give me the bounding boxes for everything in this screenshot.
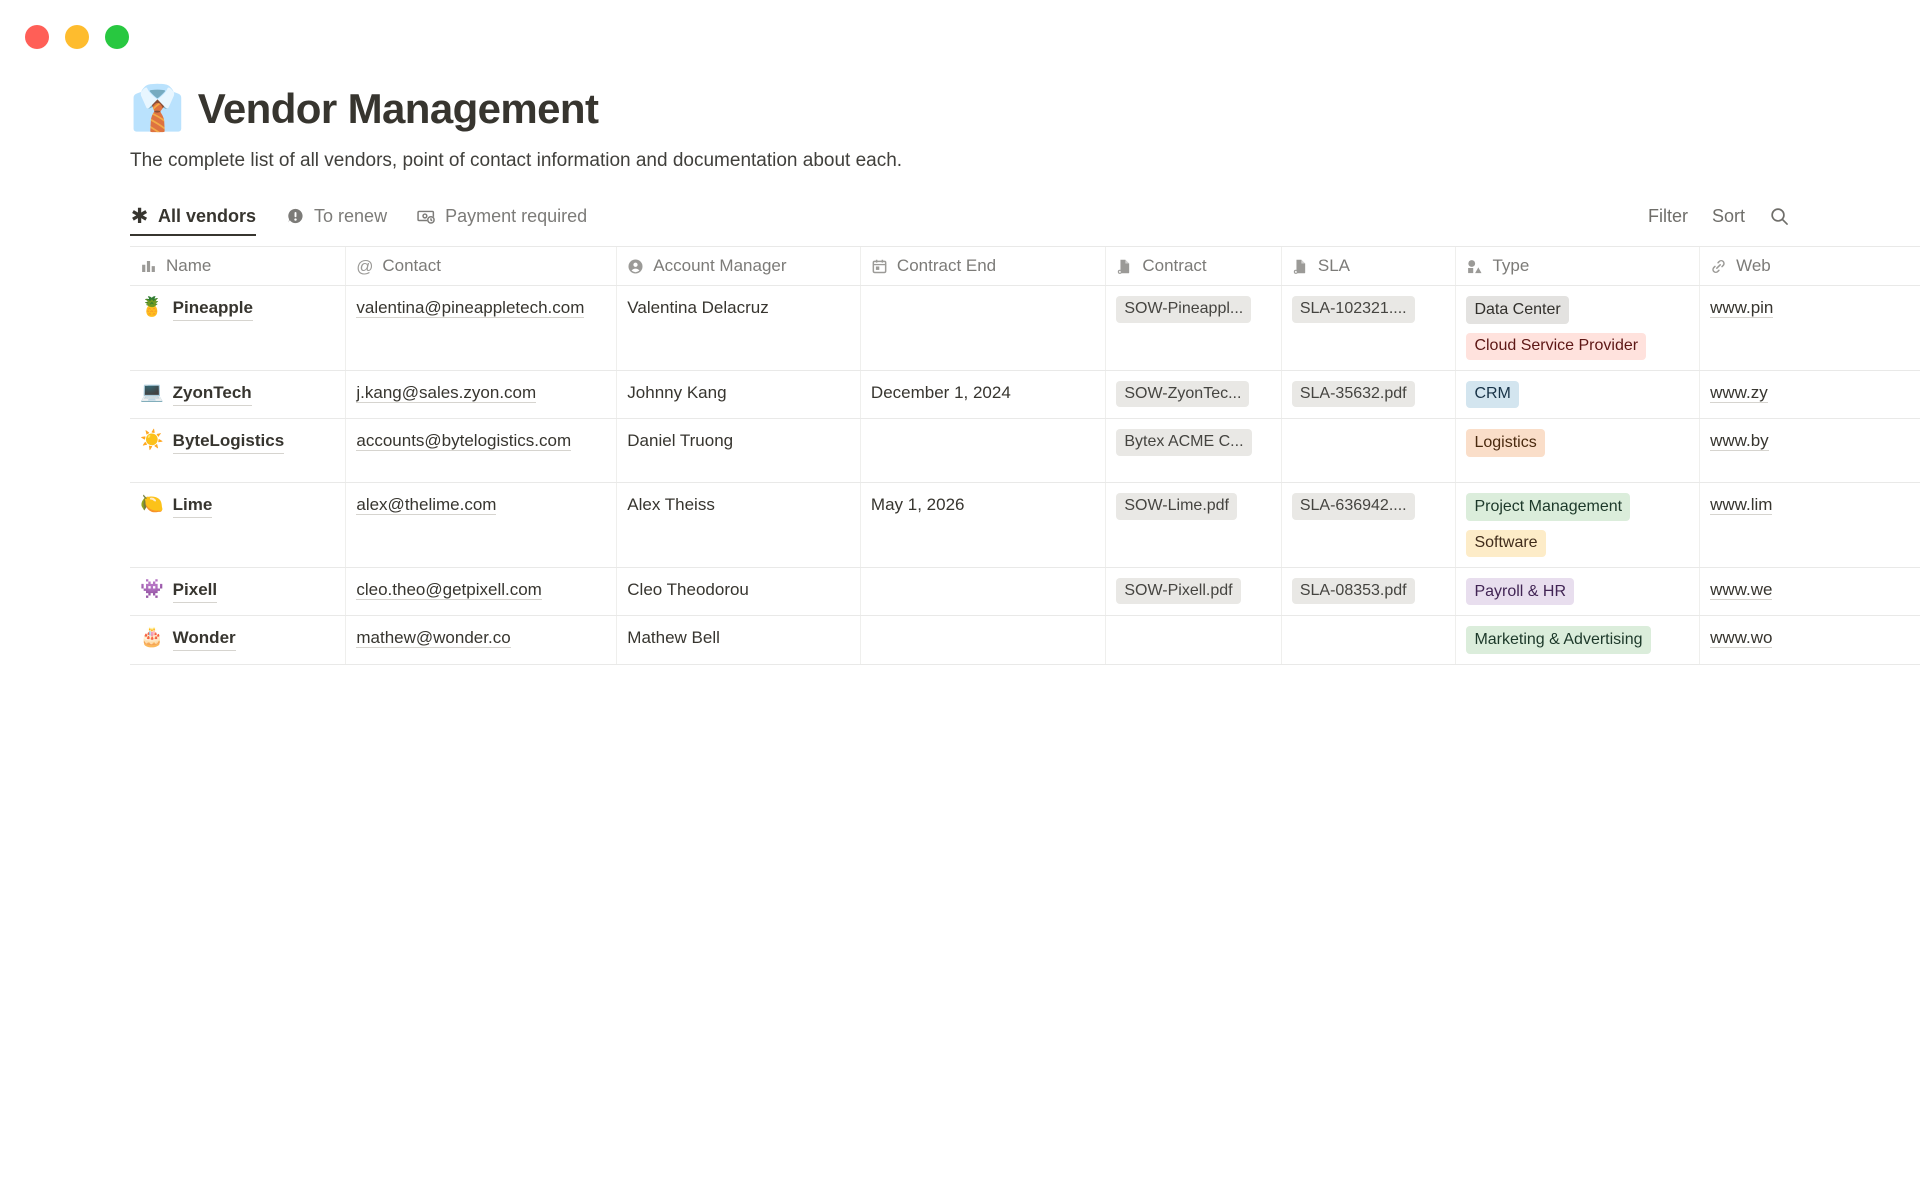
type-tag[interactable]: Logistics (1466, 429, 1544, 456)
column-header-contact[interactable] (346, 247, 617, 285)
contract-file-cell (1106, 483, 1281, 567)
column-label: Account Manager (653, 256, 787, 276)
column-header-sla[interactable] (1282, 247, 1457, 285)
name-cell (130, 371, 346, 418)
contract-file-cell (1106, 286, 1281, 370)
contact-email-link[interactable]: j.kang@sales.zyon.com (356, 382, 537, 402)
type-tag[interactable]: CRM (1466, 381, 1518, 408)
at-icon: @ (356, 256, 374, 276)
view-tabs-row (130, 206, 1920, 236)
sla-file-cell (1282, 568, 1457, 615)
contract-end-date: December 1, 2024 (870, 382, 1011, 402)
vendor-name-wrap (140, 381, 335, 406)
shapes-icon (1466, 258, 1483, 275)
type-tags-cell (1456, 286, 1700, 370)
type-tags-cell (1456, 371, 1700, 418)
column-header-contract[interactable] (1106, 247, 1281, 285)
vendor-page-link[interactable]: Pixell (173, 578, 217, 603)
column-header-name[interactable] (130, 247, 346, 285)
contract-end-date: May 1, 2026 (870, 495, 965, 515)
contact-email-link[interactable]: mathew@wonder.co (356, 628, 511, 648)
vendor-name-wrap (140, 626, 335, 651)
column-label: Web (1736, 256, 1771, 276)
table-row-pineapple (130, 286, 1920, 371)
file-icon (1292, 258, 1309, 275)
column-label: SLA (1317, 256, 1350, 276)
close-window-button[interactable] (25, 25, 49, 49)
tab-label: All vendors (158, 206, 257, 227)
contract-file-chip[interactable]: Bytex ACME C... (1116, 429, 1251, 455)
account-manager-name: Cleo Theodorou (627, 580, 749, 600)
contract-file-chip[interactable]: SOW-Pineappl... (1116, 296, 1251, 322)
tab-label: Payment required (445, 206, 588, 227)
vendors-table (130, 246, 1920, 665)
account-manager-cell (617, 371, 861, 418)
contract-end-cell (861, 371, 1106, 418)
person-icon (627, 258, 644, 275)
contact-cell (346, 371, 617, 418)
contact-cell (346, 286, 617, 370)
website-link[interactable]: www.zy (1710, 382, 1768, 402)
account-manager-cell (617, 483, 861, 567)
vendor-name-wrap (140, 578, 335, 603)
sla-file-cell (1282, 286, 1457, 370)
account-manager-name: Daniel Truong (627, 431, 734, 451)
account-manager-name: Alex Theiss (627, 495, 715, 515)
column-label: Name (166, 256, 212, 276)
contact-email-link[interactable]: valentina@pineappletech.com (356, 298, 585, 318)
web-cell (1700, 286, 1920, 370)
page-description: The complete list of all vendors, point of contact information and documentation about each. (130, 150, 903, 172)
type-tags-cell (1456, 568, 1700, 615)
web-cell (1700, 483, 1920, 567)
contact-cell (346, 616, 617, 663)
contact-email-link[interactable]: accounts@bytelogistics.com (356, 431, 572, 451)
sla-file-chip[interactable]: SLA-08353.pdf (1292, 578, 1415, 604)
column-label: Contract End (896, 256, 997, 276)
banknote-clock-icon (417, 207, 436, 226)
table-row-lime (130, 483, 1920, 568)
column-label: Contract (1142, 256, 1207, 276)
minimize-window-button[interactable] (65, 25, 89, 49)
maximize-window-button[interactable] (105, 25, 129, 49)
tab-label: To renew (314, 206, 388, 227)
account-manager-name: Valentina Delacruz (627, 298, 769, 318)
vendor-page-icon: 🍍 (140, 297, 164, 319)
web-cell (1700, 568, 1920, 615)
type-tags-cell (1456, 616, 1700, 663)
tab-payment-required[interactable] (417, 206, 587, 236)
type-tag[interactable]: Marketing & Advertising (1466, 626, 1650, 653)
account-manager-name: Mathew Bell (627, 628, 720, 648)
website-link[interactable]: www.by (1710, 431, 1769, 451)
contact-cell (346, 568, 617, 615)
table-body (130, 286, 1920, 665)
column-header-account-manager[interactable] (617, 247, 861, 285)
contract-file-cell (1106, 568, 1281, 615)
contract-file-chip[interactable]: SOW-ZyonTec... (1116, 381, 1249, 407)
contact-cell (346, 483, 617, 567)
website-link[interactable]: www.lim (1710, 495, 1773, 515)
alert-bubble-icon (286, 207, 305, 226)
window-traffic-lights (25, 25, 129, 49)
page-icon[interactable]: 👔 (130, 84, 185, 134)
contract-end-cell (861, 568, 1106, 615)
asterisk-icon: ✱ (130, 204, 149, 229)
website-link[interactable]: www.pin (1710, 298, 1774, 318)
sla-file-cell (1282, 483, 1457, 567)
calendar-icon (871, 258, 888, 275)
contact-cell (346, 419, 617, 482)
column-header-type[interactable] (1456, 247, 1700, 285)
contract-file-cell (1106, 419, 1281, 482)
column-label: Type (1492, 256, 1530, 276)
tab-to-renew[interactable] (286, 206, 387, 236)
vendor-page-link[interactable]: Pineapple (173, 296, 253, 321)
contract-file-chip[interactable]: SOW-Pixell.pdf (1116, 578, 1240, 604)
website-link[interactable]: www.we (1710, 580, 1773, 600)
vendor-page-link[interactable]: Lime (173, 493, 213, 518)
contact-email-link[interactable]: alex@thelime.com (356, 495, 497, 515)
contract-end-cell (861, 483, 1106, 567)
type-tag[interactable]: Data Center (1466, 296, 1568, 323)
vendor-name-wrap (140, 296, 335, 321)
vendor-page-link[interactable]: Wonder (173, 626, 236, 651)
page-title: Vendor Management (197, 85, 599, 132)
vendor-page-icon: ☀️ (140, 430, 164, 452)
contact-email-link[interactable]: cleo.theo@getpixell.com (356, 580, 542, 600)
sla-file-cell (1282, 419, 1457, 482)
sort-button[interactable]: Sort (1711, 206, 1745, 227)
contract-file-cell (1106, 616, 1281, 663)
name-cell (130, 483, 346, 567)
web-cell (1700, 616, 1920, 663)
contract-end-cell (861, 419, 1106, 482)
title-icon (140, 258, 157, 275)
name-cell (130, 419, 346, 482)
column-header-web[interactable] (1700, 247, 1920, 285)
web-cell (1700, 371, 1920, 418)
web-cell (1700, 419, 1920, 482)
name-cell (130, 616, 346, 663)
account-manager-cell (617, 568, 861, 615)
vendor-page-icon: 🎂 (140, 627, 164, 649)
table-row-pixell (130, 568, 1920, 616)
type-tags-cell (1456, 483, 1700, 567)
contract-end-cell (861, 616, 1106, 663)
column-header-contract-end[interactable] (861, 247, 1106, 285)
account-manager-cell (617, 616, 861, 663)
table-row-zyontech (130, 371, 1920, 419)
search-icon[interactable] (1769, 206, 1790, 227)
website-link[interactable]: www.wo (1710, 628, 1773, 648)
type-tag[interactable]: Software (1466, 530, 1545, 557)
sla-file-cell (1282, 371, 1457, 418)
table-row-wonder (130, 616, 1920, 664)
column-label: Contact (382, 256, 441, 276)
vendor-page-icon: 👾 (140, 579, 164, 601)
contract-end-cell (861, 286, 1106, 370)
filter-button[interactable]: Filter (1647, 206, 1688, 227)
account-manager-cell (617, 286, 861, 370)
vendor-name-wrap (140, 493, 335, 518)
vendor-name-wrap (140, 429, 335, 454)
page-title-row (130, 0, 1920, 134)
sla-file-chip[interactable]: SLA-35632.pdf (1292, 381, 1415, 407)
vendor-page-link[interactable]: ZyonTech (173, 381, 252, 406)
sla-file-cell (1282, 616, 1457, 663)
vendor-page-icon: 💻 (140, 381, 164, 403)
contract-file-chip[interactable]: SOW-Lime.pdf (1116, 493, 1237, 519)
contract-file-cell (1106, 371, 1281, 418)
type-tag[interactable]: Project Management (1466, 493, 1630, 520)
vendor-page-icon: 🍋 (140, 494, 164, 516)
tab-all-vendors[interactable] (130, 206, 256, 236)
sla-file-chip[interactable]: SLA-102321.... (1292, 296, 1415, 322)
type-tags-cell (1456, 419, 1700, 482)
file-icon (1116, 258, 1133, 275)
account-manager-name: Johnny Kang (627, 382, 727, 402)
sla-file-chip[interactable]: SLA-636942.... (1292, 493, 1415, 519)
account-manager-cell (617, 419, 861, 482)
view-tabs (130, 206, 587, 236)
table-header-row (130, 246, 1920, 286)
type-tag[interactable]: Payroll & HR (1466, 578, 1574, 605)
table-row-bytelogistics (130, 419, 1920, 483)
vendor-page-link[interactable]: ByteLogistics (173, 429, 284, 454)
link-icon (1710, 258, 1727, 275)
name-cell (130, 568, 346, 615)
view-toolbar (1648, 206, 1790, 236)
type-tag[interactable]: Cloud Service Provider (1466, 333, 1646, 360)
name-cell (130, 286, 346, 370)
